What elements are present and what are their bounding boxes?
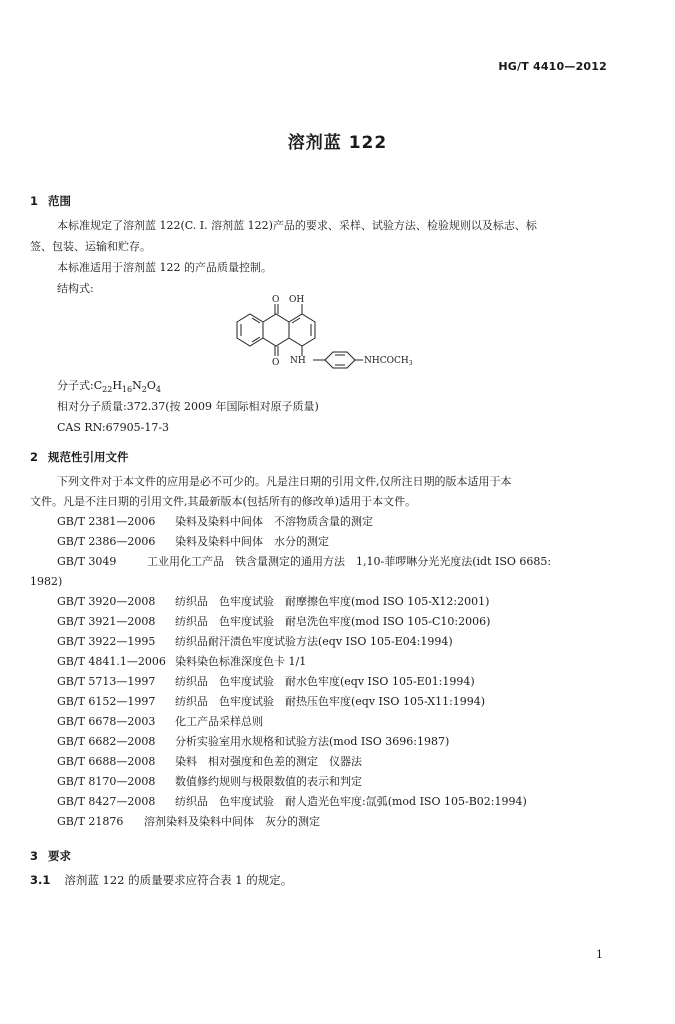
- reference-item: [30, 772, 630, 792]
- reference-code: GB/T 6678—2003: [57, 715, 156, 728]
- document-title: 溶剂蓝 122: [287, 133, 388, 153]
- section-1-heading: [30, 193, 71, 209]
- phenyl-ring: [325, 352, 355, 368]
- reference-code: GB/T 21876: [57, 815, 124, 828]
- carbonyl-o-top: O: [272, 295, 280, 305]
- scope-paragraph-line2: 签、包装、运输和贮存。: [30, 240, 151, 253]
- scope-paragraph-line1: 本标准规定了溶剂蓝 122(C. I. 溶剂蓝 122)产品的要求、采样、试验方法、检验规则以及标志、标: [57, 219, 537, 232]
- reference-item: [30, 552, 630, 572]
- formula-count-o: 4: [155, 385, 161, 395]
- reference-code: GB/T 3922—1995: [57, 635, 156, 648]
- formula-count-c: 22: [102, 385, 113, 395]
- reference-item: [30, 732, 630, 752]
- reference-title-continuation: 1982): [30, 575, 63, 588]
- reference-title: 工业用化工产品 铁含量测定的通用方法 1,10-菲啰啉分光光度法(idt ISO 6685:: [147, 555, 552, 568]
- reference-code: GB/T 8170—2008: [57, 775, 156, 788]
- reference-item: [30, 532, 630, 552]
- reference-title: 化工产品采样总则: [175, 715, 263, 728]
- reference-title: 溶剂染料及染料中间体 灰分的测定: [144, 815, 320, 828]
- references-intro-line2: 文件。凡是不注日期的引用文件,其最新版本(包括所有的修改单)适用于本文件。: [30, 495, 417, 508]
- section-number: 1: [30, 194, 39, 208]
- reference-title: 染料染色标准深度色卡 1/1: [175, 655, 307, 668]
- formula-count-n: 2: [141, 385, 147, 395]
- reference-title: 纺织品耐汗渍色牢度试验方法(eqv ISO 105-E04:1994): [175, 635, 453, 648]
- reference-title: 分析实验室用水规格和试验方法(mod ISO 3696:1987): [175, 735, 450, 748]
- reference-item: [30, 792, 630, 812]
- section-2-heading: [30, 449, 129, 465]
- acetamido-text: NHCOCH: [364, 356, 409, 366]
- reference-item: [30, 692, 630, 712]
- clause-text: 溶剂蓝 122 的质量要求应符合表 1 的规定。: [64, 873, 293, 887]
- section-title: 范围: [48, 194, 71, 208]
- references-intro-line1: 下列文件对于本文件的应用是必不可少的。凡是注日期的引用文件,仅所注日期的版本适用于本: [57, 475, 512, 488]
- applicability-paragraph: 本标准适用于溶剂蓝 122 的产品质量控制。: [57, 261, 272, 274]
- acetamido-label: [364, 356, 413, 367]
- formula-element-o: O: [146, 379, 156, 392]
- reference-item: [30, 632, 630, 652]
- page-number: 1: [596, 948, 603, 961]
- amine-label: NH: [290, 356, 306, 366]
- reference-item: [30, 752, 630, 772]
- reference-code: GB/T 2381—2006: [57, 515, 156, 528]
- standard-code: HG/T 4410—2012: [498, 60, 607, 73]
- carbonyl-o-bottom: O: [272, 358, 280, 368]
- reference-code: GB/T 3921—2008: [57, 615, 156, 628]
- reference-code: GB/T 6688—2008: [57, 755, 156, 768]
- reference-code: GB/T 5713—1997: [57, 675, 156, 688]
- reference-title: 纺织品 色牢度试验 耐摩擦色牢度(mod ISO 105-X12:2001): [175, 595, 490, 608]
- reference-code: GB/T 6682—2008: [57, 735, 156, 748]
- reference-code: GB/T 3920—2008: [57, 595, 156, 608]
- hydroxyl-label: OH: [289, 295, 305, 305]
- reference-title: 纺织品 色牢度试验 耐人造光色牢度:氙弧(mod ISO 105-B02:1994): [175, 795, 527, 808]
- section-number: 3: [30, 849, 39, 863]
- reference-code: GB/T 8427—2008: [57, 795, 156, 808]
- reference-title: 染料及染料中间体 不溶物质含量的测定: [175, 515, 373, 528]
- formula-element-n: N: [132, 379, 142, 392]
- section-title: 要求: [48, 849, 71, 863]
- molecular-mass: 相对分子质量:372.37(按 2009 年国际相对原子质量): [57, 400, 319, 413]
- acetamido-subscript: 3: [408, 360, 413, 367]
- reference-title: 纺织品 色牢度试验 耐水色牢度(eqv ISO 105-E01:1994): [175, 675, 475, 688]
- reference-item-continuation: [30, 572, 630, 592]
- reference-title: 数值修约规则与极限数值的表示和判定: [175, 775, 362, 788]
- formula-element-c: C: [93, 379, 103, 392]
- clause-3-1: [30, 872, 292, 888]
- cas-number: CAS RN:67905-17-3: [57, 421, 170, 434]
- reference-code: GB/T 6152—1997: [57, 695, 156, 708]
- reference-code: GB/T 4841.1—2006: [57, 655, 166, 668]
- section-title: 规范性引用文件: [48, 450, 129, 464]
- reference-list: [30, 512, 630, 832]
- formula-label: 分子式:: [57, 379, 94, 392]
- reference-item: [30, 512, 630, 532]
- formula-count-h: 16: [121, 385, 133, 395]
- structure-label: 结构式:: [57, 282, 94, 295]
- reference-item: [30, 612, 630, 632]
- reference-title: 纺织品 色牢度试验 耐皂洗色牢度(mod ISO 105-C10:2006): [175, 615, 491, 628]
- section-number: 2: [30, 450, 39, 464]
- reference-title: 染料及染料中间体 水分的测定: [175, 535, 329, 548]
- reference-item: [30, 712, 630, 732]
- reference-title: 纺织品 色牢度试验 耐热压色牢度(eqv ISO 105-X11:1994): [175, 695, 486, 708]
- section-3-heading: [30, 848, 71, 864]
- structural-formula-diagram: [225, 292, 425, 374]
- reference-item: [30, 812, 630, 832]
- clause-number: 3.1: [30, 873, 51, 887]
- reference-item: [30, 672, 630, 692]
- reference-code: GB/T 2386—2006: [57, 535, 156, 548]
- reference-item: [30, 592, 630, 612]
- reference-item: [30, 652, 630, 672]
- central-ring: [263, 314, 289, 346]
- reference-code: GB/T 3049: [57, 555, 117, 568]
- reference-title: 染料 相对强度和色差的测定 仪器法: [175, 755, 362, 768]
- formula-element-h: H: [112, 379, 122, 392]
